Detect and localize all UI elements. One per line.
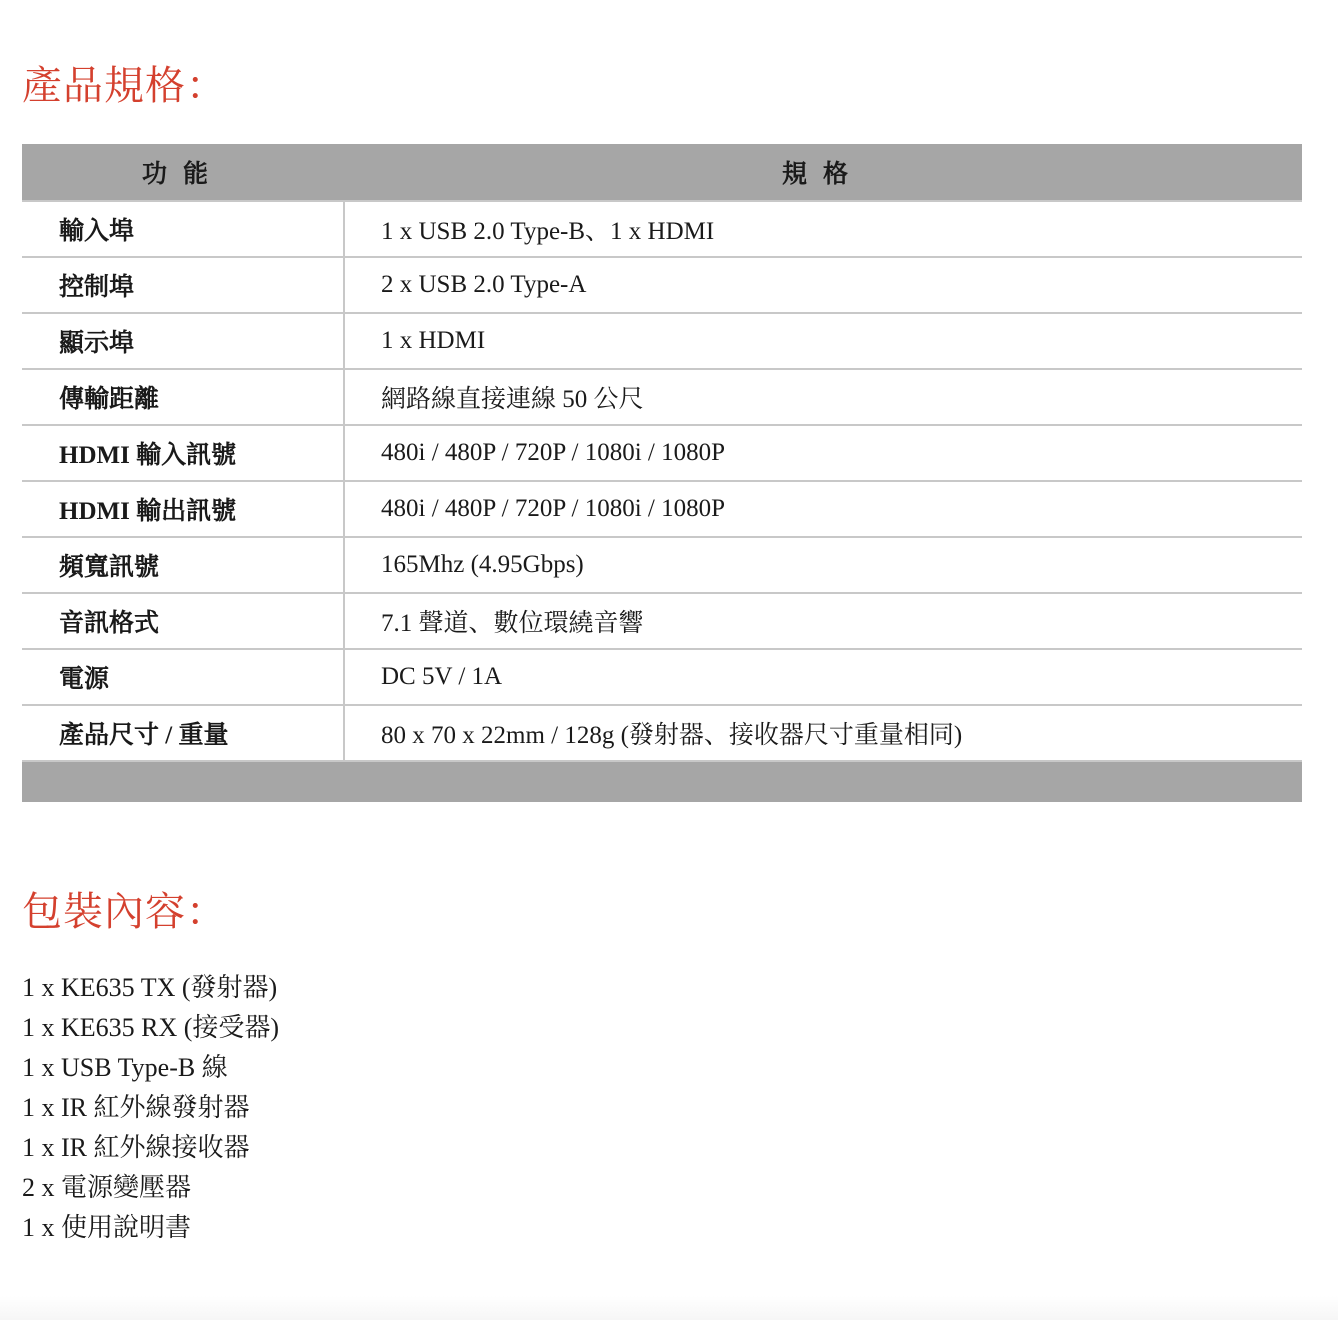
table-row: [22, 257, 1302, 313]
row-value: 165Mhz (4.95Gbps): [344, 537, 1302, 593]
package-contents-list: [22, 968, 279, 1248]
table-row: [22, 201, 1302, 257]
list-item: 1 x 使用說明書: [22, 1213, 192, 1242]
footer-bar-cell: [22, 761, 344, 802]
row-feature: 音訊格式: [22, 593, 344, 649]
header-feature: 功能: [22, 144, 344, 201]
row-value: DC 5V / 1A: [344, 649, 1302, 705]
row-value: 2 x USB 2.0 Type-A: [344, 257, 1302, 313]
row-feature: HDMI 輸入訊號: [22, 425, 344, 481]
table-row: [22, 425, 1302, 481]
row-feature: 頻寬訊號: [22, 537, 344, 593]
list-item: 1 x IR 紅外線接收器: [22, 1133, 250, 1162]
page-bottom-fade: [0, 1296, 1338, 1320]
row-feature: 產品尺寸 / 重量: [22, 705, 344, 761]
list-item: 1 x IR 紅外線發射器: [22, 1093, 250, 1122]
row-value: 網路線直接連線 50 公尺: [344, 369, 1302, 425]
spec-table: [22, 144, 1302, 802]
list-item: 1 x KE635 TX (發射器): [22, 973, 278, 1002]
header-spec: 規格: [344, 144, 1302, 201]
package-section-title: 包裝內容：: [22, 889, 227, 934]
list-item: 1 x KE635 RX (接受器): [22, 1013, 280, 1042]
table-row: [22, 705, 1302, 761]
table-row: [22, 649, 1302, 705]
table-row: [22, 537, 1302, 593]
table-row: [22, 369, 1302, 425]
spec-section-title: 產品規格：: [22, 63, 227, 108]
table-row: [22, 481, 1302, 537]
row-feature: 顯示埠: [22, 313, 344, 369]
table-row: [22, 313, 1302, 369]
table-row: [22, 593, 1302, 649]
list-item: 1 x USB Type-B 線: [22, 1053, 228, 1082]
row-value: 480i / 480P / 720P / 1080i / 1080P: [344, 425, 1302, 481]
row-feature: 電源: [22, 649, 344, 705]
row-value: 480i / 480P / 720P / 1080i / 1080P: [344, 481, 1302, 537]
spec-table-footer-bar: [22, 761, 1302, 802]
row-feature: 傳輸距離: [22, 369, 344, 425]
row-value: 1 x HDMI: [344, 313, 1302, 369]
row-value: 80 x 70 x 22mm / 128g (發射器、接收器尺寸重量相同): [344, 705, 1302, 761]
row-feature: HDMI 輸出訊號: [22, 481, 344, 537]
spec-table-header-row: [22, 144, 1302, 201]
list-item: 2 x 電源變壓器: [22, 1173, 192, 1202]
row-value: 1 x USB 2.0 Type-B、1 x HDMI: [344, 201, 1302, 257]
footer-bar-cell: [344, 761, 1302, 802]
row-value: 7.1 聲道、數位環繞音響: [344, 593, 1302, 649]
row-feature: 控制埠: [22, 257, 344, 313]
row-feature: 輸入埠: [22, 201, 344, 257]
